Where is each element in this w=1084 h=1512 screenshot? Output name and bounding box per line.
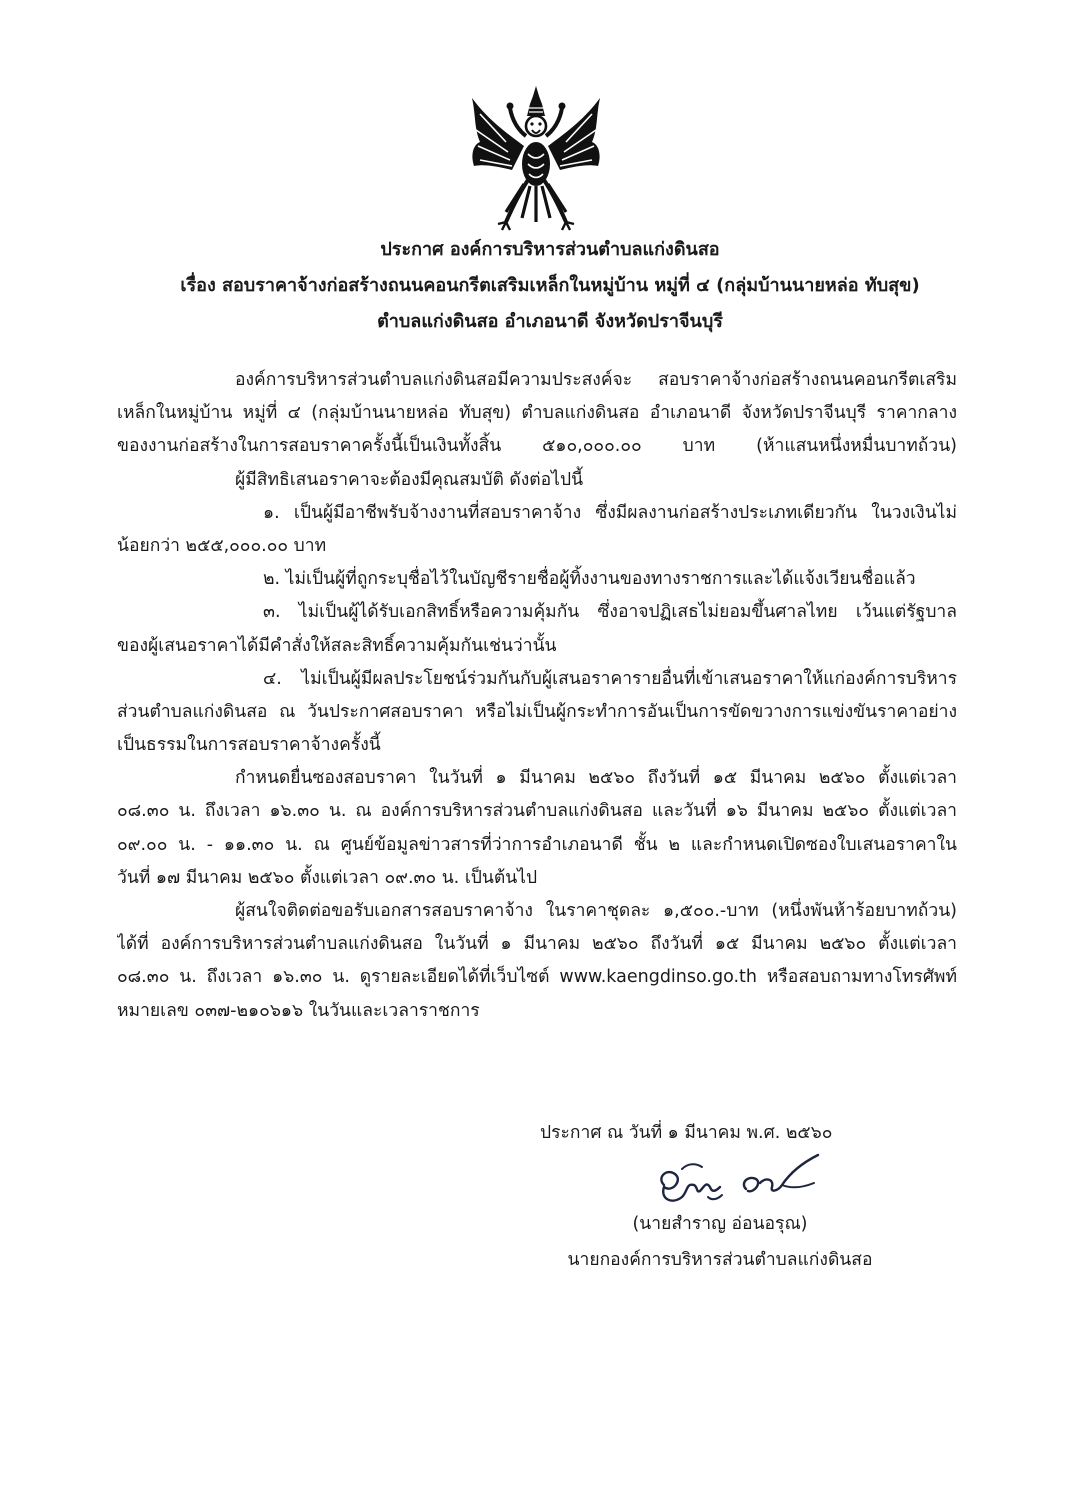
qualifications-heading: ผู้มีสิทธิเสนอราคาจะต้องมีคุณสมบัติ ดังต่อไปนี้ xyxy=(235,469,584,490)
qualification-item-4 xyxy=(117,663,957,763)
qualification-line: ๔. ไม่เป็นผู้มีผลประโยชน์ร่วมกันกับผู้เสนอราคารายอื่นที่เข้าเสนอราคาให้แก่องค์การบริหาร xyxy=(263,668,957,689)
intro-line: เหล็กในหมู่บ้าน หมู่ที่ ๔ (กลุ่มบ้านนายหล่อ ทับสุข) ตำบลแก่งดินสอ อำเภอนาดี จังหวัดปราจีนบุรี ราคากลาง xyxy=(117,403,957,424)
qualification-line: ๑. เป็นผู้มีอาชีพรับจ้างงานที่สอบราคาจ้าง ซึ่งมีผลงานก่อสร้างประเภทเดียวกัน ในวงเงินไม่ xyxy=(263,502,957,523)
qualification-line: ส่วนตำบลแก่งดินสอ ณ วันประกาศสอบราคา หรือไม่เป็นผู้กระทำการอันเป็นการขัดขวางการแข่งขันราคาอย่าง xyxy=(117,701,957,722)
signer-title: นายกองค์การบริหารส่วนตำบลแก่งดินสอ xyxy=(567,1250,873,1270)
announcement-header xyxy=(110,232,990,340)
announcement-date: ประกาศ ณ วันที่ ๑ มีนาคม พ.ศ. ๒๕๖๐ xyxy=(540,1123,833,1143)
header-line-location: ตำบลแก่งดินสอ อำเภอนาดี จังหวัดปราจีนบุรี xyxy=(377,311,723,332)
submission-line: วันที่ ๑๗ มีนาคม ๒๕๖๐ ตั้งแต่เวลา ๐๙.๓๐ น. เป็นต้นไป xyxy=(117,867,538,888)
submission-line: กำหนดยื่นซองสอบราคา ในวันที่ ๑ มีนาคม ๒๕๖๐ ถึงวันที่ ๑๕ มีนาคม ๒๕๖๐ ตั้งแต่เวลา xyxy=(235,768,957,789)
submission-line: ๐๘.๓๐ น. ถึงเวลา ๑๖.๓๐ น. ณ องค์การบริหารส่วนตำบลแก่งดินสอ และวันที่ ๑๖ มีนาคม ๒๕๖๐ ตั้งแต่เวลา xyxy=(117,801,957,822)
documents-line: ผู้สนใจติดต่อขอรับเอกสารสอบราคาจ้าง ในราคาชุดละ ๑,๕๐๐.-บาท (หนึ่งพันห้าร้อยบาทถ้วน) xyxy=(235,901,957,921)
qualification-line: ๓. ไม่เป็นผู้ได้รับเอกสิทธิ์หรือความคุ้มกัน ซึ่งอาจปฏิเสธไม่ยอมขึ้นศาลไทย เว้นแต่รัฐบาล xyxy=(263,602,957,623)
intro-paragraph xyxy=(117,364,957,464)
intro-line: องค์การบริหารส่วนตำบลแก่งดินสอมีความประสงค์จะ สอบราคาจ้างก่อสร้างถนนคอนกรีตเสริม xyxy=(235,370,957,390)
intro-line: ของงานก่อสร้างในการสอบราคาครั้งนี้เป็นเงินทั้งสิ้น ๕๑๐,๐๐๐.๐๐ บาท (ห้าแสนหนึ่งหมื่นบาทถ้วน) xyxy=(117,436,957,457)
qualification-item-2 xyxy=(117,563,957,596)
submission-paragraph xyxy=(117,762,957,895)
announcement-body xyxy=(117,364,957,1028)
documents-line: ได้ที่ องค์การบริหารส่วนตำบลแก่งดินสอ ในวันที่ ๑ มีนาคม ๒๕๖๐ ถึงวันที่ ๑๕ มีนาคม ๒๕๖๐ ตั้งแต่เวลา xyxy=(117,934,957,955)
garuda-emblem-icon xyxy=(466,84,606,234)
header-line-organization: ประกาศ องค์การบริหารส่วนตำบลแก่งดินสอ xyxy=(380,239,720,260)
signer-name: (นายสำราญ อ่อนอรุณ) xyxy=(632,1214,808,1234)
qualification-line: น้อยกว่า ๒๕๕,๐๐๐.๐๐ บาท xyxy=(117,535,327,556)
qualification-line: ของผู้เสนอราคาได้มีคำสั่งให้สละสิทธิ์ความคุ้มกันเช่นว่านั้น xyxy=(117,635,557,656)
header-line-subject: เรื่อง สอบราคาจ้างก่อสร้างถนนคอนกรีตเสริมเหล็กในหมู่บ้าน หมู่ที่ ๔ (กลุ่มบ้านนายหล่อ ทับสุข) xyxy=(180,275,920,296)
documents-line: ๐๘.๓๐ น. ถึงเวลา ๑๖.๓๐ น. ดูรายละเอียดได้ที่เว็บไซต์ www.kaengdinso.go.th หรือสอบถามทางโทรศัพท์ xyxy=(117,967,957,988)
documents-line: หมายเลข ๐๓๗-๒๑๐๖๑๖ ในวันและเวลาราชการ xyxy=(117,1000,480,1021)
qualification-line: เป็นธรรมในการสอบราคาจ้างครั้งนี้ xyxy=(117,735,381,756)
qualification-item-3 xyxy=(117,596,957,662)
documents-paragraph xyxy=(117,895,957,1028)
submission-line: ๐๙.๐๐ น. - ๑๑.๓๐ น. ณ ศูนย์ข้อมูลข่าวสารที่ว่าการอำเภอนาดี ชั้น ๒ และกำหนดเปิดซองใบเสนอราคาใน xyxy=(117,834,957,855)
qualification-item-1 xyxy=(117,497,957,563)
qualification-line: ๒. ไม่เป็นผู้ที่ถูกระบุชื่อไว้ในบัญชีรายชื่อผู้ทิ้งงานของทางราชการและได้แจ้งเวียนชื่อแล้ว xyxy=(263,569,916,590)
